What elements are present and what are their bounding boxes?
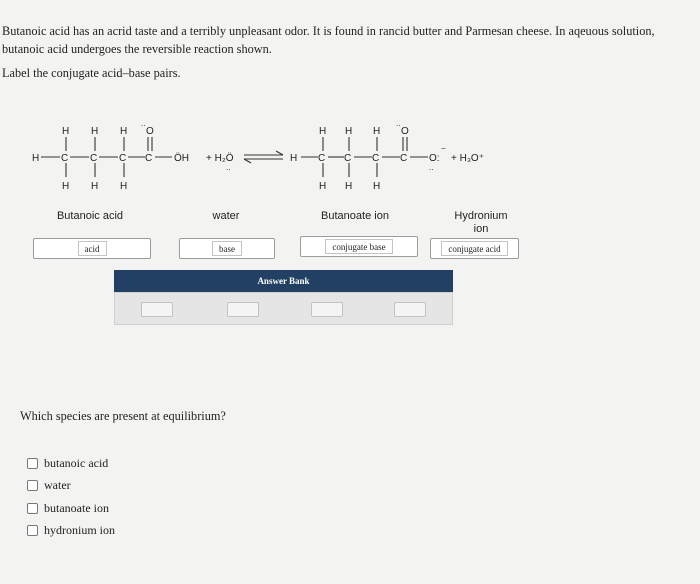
- hydroxyl-group: ÖH: [174, 153, 189, 164]
- atom-h: H: [32, 153, 40, 164]
- lone-pair-dots: ..: [396, 119, 401, 128]
- chip-acid[interactable]: acid: [78, 241, 107, 256]
- atom-h: H: [120, 181, 128, 192]
- equilibrium-question: Which species are present at equilibrium?: [20, 409, 226, 423]
- instruction-text: Label the conjugate acid–base pairs.: [2, 66, 181, 80]
- atom-h: H: [373, 181, 381, 192]
- answer-bank-slot[interactable]: [311, 302, 343, 317]
- atom-h: H: [120, 126, 128, 137]
- plus-water: + H₂Ö: [206, 153, 234, 164]
- option-label: water: [44, 478, 71, 493]
- option-label: butanoic acid: [44, 455, 109, 470]
- atom-h: H: [62, 126, 70, 137]
- atom-c1: C: [61, 153, 69, 164]
- checkbox[interactable]: [27, 503, 38, 514]
- water-lone-pair: ..: [226, 163, 231, 172]
- atom-c2: C: [344, 153, 352, 164]
- lone-pair-dots: ..: [141, 119, 146, 128]
- atom-c2: C: [90, 153, 98, 164]
- label-hydronium-line1: Hydronium: [454, 210, 508, 222]
- carboxylate-lone-pair: ..: [429, 163, 434, 172]
- answer-bank-slot[interactable]: [227, 302, 259, 317]
- carbonyl-oxygen: O: [401, 126, 409, 137]
- drop-zone-butanoic-acid[interactable]: [33, 238, 151, 259]
- label-butanoate-ion: Butanoate ion: [321, 210, 389, 222]
- carbonyl-oxygen: O: [146, 126, 154, 137]
- label-butanoic-acid: Butanoic acid: [56, 210, 124, 222]
- atom-c3: C: [119, 153, 127, 164]
- plus-hydronium: + H₃O⁺: [451, 153, 484, 164]
- atom-h: H: [91, 181, 99, 192]
- drop-zone-butanoate-ion[interactable]: [300, 236, 418, 257]
- atom-h: H: [290, 153, 298, 164]
- label-hydronium-line2: ion: [473, 223, 489, 235]
- atom-h: H: [91, 126, 99, 137]
- atom-h: H: [319, 126, 327, 137]
- option-butanoate-ion[interactable]: [27, 497, 115, 520]
- atom-h: H: [345, 181, 353, 192]
- checkbox[interactable]: [27, 525, 38, 536]
- option-butanoic-acid[interactable]: [27, 452, 115, 475]
- option-hydronium-ion[interactable]: [27, 520, 115, 543]
- option-label: butanoate ion: [44, 500, 109, 515]
- atom-h: H: [345, 126, 353, 137]
- reaction-diagram: [0, 0, 700, 210]
- atom-h: H: [62, 181, 70, 192]
- atom-c4: C: [400, 153, 408, 164]
- atom-h: H: [319, 181, 327, 192]
- atom-h: H: [373, 126, 381, 137]
- answer-bank-header: Answer Bank: [114, 270, 453, 292]
- drop-zone-water[interactable]: [179, 238, 275, 259]
- checkbox[interactable]: [27, 480, 38, 491]
- label-water: water: [212, 210, 240, 222]
- options-list: [27, 452, 115, 542]
- atom-c3: C: [372, 153, 380, 164]
- option-water[interactable]: [27, 475, 115, 498]
- drop-zone-hydronium[interactable]: [430, 238, 519, 259]
- chip-conjugate-base[interactable]: conjugate base: [325, 239, 392, 254]
- chip-base[interactable]: base: [212, 241, 242, 256]
- label-hydronium-ion: [440, 210, 522, 236]
- carboxylate-oxygen: O:: [429, 153, 440, 164]
- intro-paragraph: Butanoic acid has an acrid taste and a terribly unpleasant odor. It is found in rancid butter and Parmesan cheese. In aqeuous solution, butanoic acid undergoes the reversible reaction shown.: [2, 24, 655, 56]
- option-label: hydronium ion: [44, 523, 115, 538]
- checkbox[interactable]: [27, 458, 38, 469]
- answer-bank-body[interactable]: [114, 292, 453, 325]
- minus-charge: −: [441, 144, 446, 153]
- answer-bank-slot[interactable]: [394, 302, 426, 317]
- atom-c4: C: [145, 153, 153, 164]
- chip-conjugate-acid[interactable]: conjugate acid: [441, 241, 507, 256]
- answer-bank-slot[interactable]: [141, 302, 173, 317]
- atom-c1: C: [318, 153, 326, 164]
